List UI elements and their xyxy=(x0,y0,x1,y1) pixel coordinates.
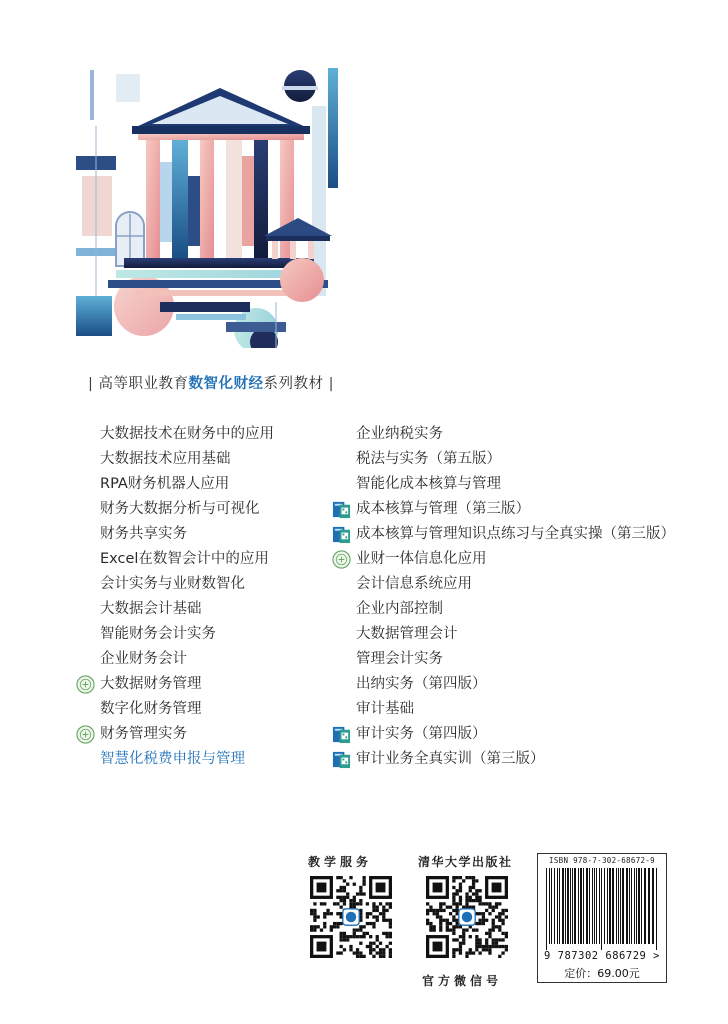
book-list-item xyxy=(100,672,274,697)
official-wechat-qr-code xyxy=(426,876,508,958)
books-icon xyxy=(332,750,351,769)
book-title: 财务管理实务 xyxy=(100,726,187,742)
series-prefix: 高等职业教育 xyxy=(98,376,189,392)
book-list-item xyxy=(100,622,274,647)
book-title: 企业财务会计 xyxy=(100,651,187,667)
book-list-item xyxy=(356,447,675,472)
book-list-item xyxy=(100,572,274,597)
book-title: 成本核算与管理知识点练习与全真实操（第三版） xyxy=(356,526,675,542)
book-title: 企业纳税实务 xyxy=(356,426,443,442)
book-list-item xyxy=(356,672,675,697)
book-title: 审计基础 xyxy=(356,701,414,717)
book-title: 会计实务与业财数智化 xyxy=(100,576,245,592)
book-list-item xyxy=(356,522,675,547)
isbn-barcode-box xyxy=(537,853,667,983)
books-icon xyxy=(332,500,351,519)
book-title: 财务大数据分析与可视化 xyxy=(100,501,260,517)
book-title: 财务共享实务 xyxy=(100,526,187,542)
price: 定价：69.00元 xyxy=(564,967,640,980)
book-title: 出纳实务（第四版） xyxy=(356,676,487,692)
barcode xyxy=(544,868,660,950)
book-list-item xyxy=(100,722,274,747)
book-list-item xyxy=(356,597,675,622)
book-list-item xyxy=(356,422,675,447)
series-bar-right: | xyxy=(328,376,334,392)
book-title: 审计业务全真实训（第三版） xyxy=(356,751,545,767)
book-list-item xyxy=(356,722,675,747)
publisher-label: 清华大学出版社 xyxy=(418,855,513,869)
book-list-item xyxy=(100,522,274,547)
book-title: 数字化财务管理 xyxy=(100,701,202,717)
book-title: 企业内部控制 xyxy=(356,601,443,617)
book-list-item xyxy=(356,697,675,722)
book-title: 大数据技术应用基础 xyxy=(100,451,231,467)
book-title: 大数据财务管理 xyxy=(100,676,202,692)
seal-icon xyxy=(76,725,95,744)
books-icon xyxy=(332,525,351,544)
book-list-item xyxy=(356,547,675,572)
series-highlight: 数智化财经 xyxy=(188,376,264,392)
book-list-item xyxy=(100,447,274,472)
seal-icon xyxy=(76,675,95,694)
series-suffix: 系列教材 xyxy=(263,376,324,392)
book-title: 智能财务会计实务 xyxy=(100,626,216,642)
book-list-item xyxy=(356,497,675,522)
isbn-text: ISBN 978-7-302-68672-9 xyxy=(549,856,655,865)
book-title: Excel在数智会计中的应用 xyxy=(100,551,269,567)
book-title: 业财一体信息化应用 xyxy=(356,551,487,567)
book-list-item xyxy=(100,697,274,722)
book-list-right xyxy=(356,422,675,772)
book-title: 大数据技术在财务中的应用 xyxy=(100,426,274,442)
series-bar-left: | xyxy=(88,376,94,392)
books-icon xyxy=(332,725,351,744)
book-list-item xyxy=(356,647,675,672)
book-list-item xyxy=(100,547,274,572)
teaching-service-label: 教学服务 xyxy=(308,855,373,869)
book-title: 智慧化税费申报与管理 xyxy=(100,751,245,767)
book-list-item xyxy=(100,747,274,772)
book-title: 成本核算与管理（第三版） xyxy=(356,501,530,517)
book-title: RPA财务机器人应用 xyxy=(100,476,230,492)
book-list-item xyxy=(100,422,274,447)
series-title xyxy=(88,372,334,393)
book-list-item xyxy=(100,472,274,497)
book-list-item xyxy=(356,572,675,597)
book-title: 智能化成本核算与管理 xyxy=(356,476,501,492)
cover-illustration xyxy=(76,66,346,348)
book-title: 大数据管理会计 xyxy=(356,626,458,642)
barcode-number: 9 787302 686729 > xyxy=(544,950,660,962)
book-title: 审计实务（第四版） xyxy=(356,726,487,742)
book-title: 税法与实务（第五版） xyxy=(356,451,501,467)
book-list-item xyxy=(100,497,274,522)
teaching-service-qr-code xyxy=(310,876,392,958)
official-wechat-label: 官方微信号 xyxy=(422,974,503,988)
book-list-item xyxy=(356,747,675,772)
book-title: 管理会计实务 xyxy=(356,651,443,667)
book-title: 会计信息系统应用 xyxy=(356,576,472,592)
book-list-item xyxy=(356,472,675,497)
book-list-item xyxy=(100,647,274,672)
book-title: 大数据会计基础 xyxy=(100,601,202,617)
book-list-item xyxy=(356,622,675,647)
book-list-item xyxy=(100,597,274,622)
seal-icon xyxy=(332,550,351,569)
book-list-left xyxy=(100,422,274,772)
